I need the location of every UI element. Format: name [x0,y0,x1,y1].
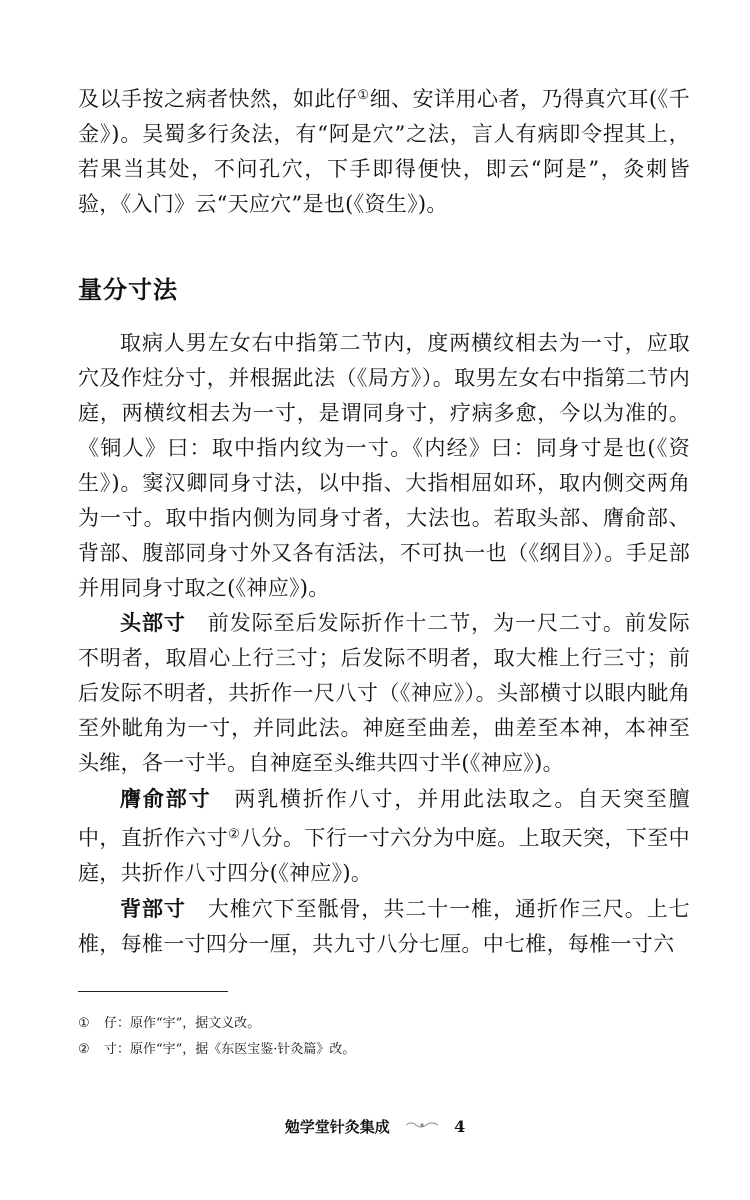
intro-text-b: 细、安详用心者，乃得真穴耳(《千金》)。吴蜀多行灸法，有“阿是穴”之法，言人有病即令捏其上，若果当其处，不问孔穴，下手即得便快，即云“阿是”，灸刺皆验，《入门》云“天应穴”是也(《资生》)。 [78,87,690,216]
chest-cun-label: 膺俞部寸 [120,787,212,811]
page-footer [0,1116,750,1137]
chest-cun-text-b: 八分。下行一寸六分为中庭。上取天突，下至中庭，共折作八寸四分(《神应》)。 [78,826,690,885]
head-cun-label: 头部寸 [120,611,186,635]
footnote-1-text: 仔：原作“宇”，据文义改。 [104,1016,261,1031]
footnote-1 [78,1014,698,1034]
back-cun-text: 大椎穴下至骶骨，共二十一椎，通折作三尺。上七椎，每椎一寸四分一厘，共九寸八分七厘。中七椎，每椎一寸六 [78,897,690,956]
footnote-2-mark: ② [78,1042,90,1057]
book-title: 勉学堂针灸集成 [284,1118,390,1136]
intro-text-a: 及以手按之病者快然，如此仔 [78,87,358,111]
footnote-ref-1: ① [357,88,370,103]
back-cun-label: 背部寸 [120,897,186,921]
footnote-1-mark: ① [78,1016,90,1031]
footnote-ref-2: ② [228,827,241,842]
ornament-icon [405,1120,439,1130]
chest-cun-paragraph [78,782,690,891]
intro-paragraph [78,78,690,222]
head-cun-paragraph [78,606,690,781]
main-paragraph: 取病人男左女右中指第二节内，度两横纹相去为一寸，应取穴及作炷分寸，并根据此法（《局方》）。取男左女右中指第二节内庭，两横纹相去为一寸，是谓同身寸，疗病多愈，今以为准的。《铜人》曰：取中指内纹为一寸。《内经》曰：同身寸是也(《资生》)。窦汉卿同身寸法，以中指、大指相屈如环，取内侧交两角为一寸。取中指内侧为同身寸者，大法也。若取头部、膺俞部、背部、腹部同身寸外又各有活法，不可执一也（《纲目》）。手足部并用同身寸取之(《神应》)。 [78,331,690,600]
footnote-2-text: 寸：原作“宇”，据《东医宝鉴·针灸篇》改。 [104,1042,356,1057]
chest-cun-text-a: 两乳横折作八寸，并用此法取之。自天突至膻中，直折作六寸 [78,787,691,850]
section-heading: 量分寸法 [78,276,178,304]
footnote-divider [78,991,228,992]
footnote-2 [78,1040,698,1060]
page-number: 4 [454,1117,466,1136]
back-cun-paragraph [78,892,690,962]
head-cun-text: 前发际至后发际折作十二节，为一尺二寸。前发际不明者，取眉心上行三寸；后发际不明者，取大椎上行三寸；前后发际不明者，共折作一尺八寸（《神应》）。头部横寸以眼内眦角至外眦角为一寸，并同此法。神庭至曲差，曲差至本神，本神至头维，各一寸半。自神庭至头维共四寸半(《神应》)。 [78,611,690,775]
